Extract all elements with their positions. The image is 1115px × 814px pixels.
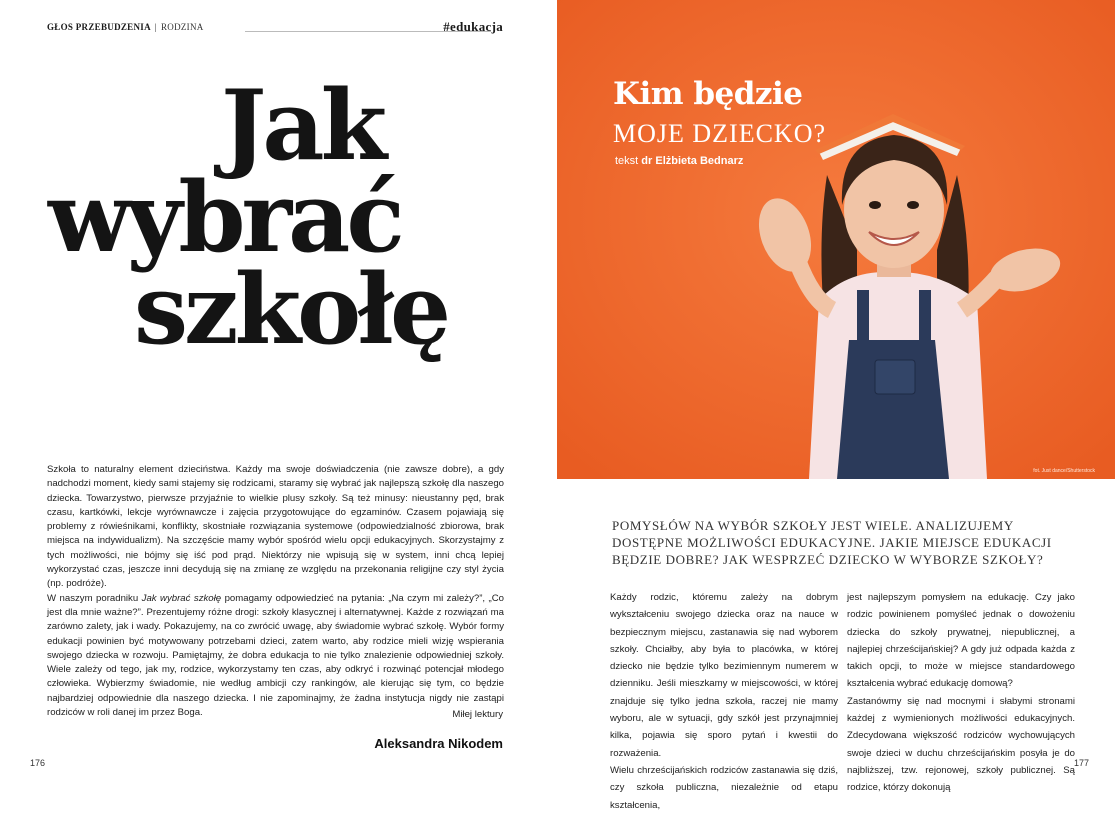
byline	[615, 155, 743, 167]
editor-name: Aleksandra Nikodem	[374, 736, 503, 751]
body-paragraph: Każdy rodzic, któremu zależy na dobrym wykształceniu swojego dziecka oraz na nauce w bezpiecznym miejscu, zastanawia się nad wyborem szkoły. Chciałby, aby była to placówka, w której dziecko nie będzie tylko bezimiennym numerem w dzienniku. Jeśli mieszkamy w miejscowości, w której znajduje się tylko jedna szkoła, raczej nie mamy wyboru, ale w sytuacji, gdy szkół jest przynajmniej kilka, pojawia się sporo pytań i kwestii do rozważenia.	[610, 592, 838, 759]
header-separator: |	[154, 22, 157, 32]
intro-p2-start: W naszym poradniku	[47, 592, 142, 604]
intro-paragraph-1: Szkoła to naturalny element dzieciństwa. Każdy ma swoje doświadczenia (nie zawsze dobre), a gdy nadchodzi moment, kiedy sami stajemy się rodzicami, staramy się wybrać jak najlepszą szkołę dla naszego dziecka. Towarzystwo, pierwsze przyjaźnie to wielkie plusy szkoły. Są też minusy: nieustanny pęd, brak czasu, kartkówki, lekcje wyrównawcze i zajęcia przygotowujące do egzaminów. Czasem pojawiają się problemy z rówieśnikami, konflikty, skostniałe rozwiązania systemowe (odpowiedzialność zbiorowa, brak miejsca na indywidualizm). Na szczęście mamy wybór spośród wielu opcji edukacyjnych. Skorzystajmy z tych możliwości, nie bójmy się iść pod prąd. Niektórzy nie wpisują się w system, inni chcą lepiej wykorzystać czas, jeszcze inni decydują się na zmianę ze względu na przekonania religijne czy styl życia (np. podróże).	[47, 464, 504, 590]
intro-p2-end: pomagamy odpowiedzieć na pytania: „Na czym mi zależy?”, „Co jest dla mnie ważne?”. Prezentujemy różne drogi: szkoły klasycznej i alternatywnej. Każde z rozwiązań ma zarówno zalety, jak i wady. Pokazujemy, na co zwrócić uwagę, aby świadomie wybrać szkołę. Wybór formy edukacji powinien być motywowany potrzebami dzieci, zatem warto, aby rodzice mieli wizję wspierania swojego dziecka w rozwoju. Pamiętajmy, że dobra edukacja to nie tylko znalezienie odpowiedniej szkoły. Wiele zależy od tego, jak my, rodzice, wykorzystamy ten czas, aby odkryć i rozwinąć potencjał młodego człowieka. Wybierzmy świadomie, nie według ambicji czy rankingów, ale kierując się tym, co będzie najbardziej odpowiednie dla naszego dziecka. I nie zapominajmy, że żadna instytucja nigdy nie zastąpi rodziców w roli danej im przez Boga.	[47, 592, 504, 719]
page-number-right: 177	[1073, 758, 1089, 768]
article-lead: POMYSŁÓW NA WYBÓR SZKOŁY JEST WIELE. ANALIZUJEMY DOSTĘPNE MOŻLIWOŚCI EDUKACYJNE. JAKIE MIEJSCE EDUKACJI BĘDZIE DOBRE? JAK WESPRZEĆ DZIECKO W WYBORZE SZKOŁY?	[612, 518, 1052, 567]
hero-subtitle: MOJE DZIECKO?	[613, 119, 827, 148]
byline-author: dr Elżbieta Bednarz	[641, 155, 744, 167]
right-page	[557, 0, 1115, 811]
body-paragraph: Zastanówmy się nad mocnymi i słabymi stronami każdej z wymienionych możliwości edukacyjnych. Zdecydowana większość rodziców wychowujących swoje dzieci w duchu chrześcijańskim posyła je do najbliższej, tzw. rejonowej, szkoły publicznej. Są rodzice, którzy dokonują	[847, 695, 1075, 794]
hero-photo	[557, 0, 1115, 479]
body-paragraph: Wielu chrześcijańskich rodziców zastanawia się dziś, czy szkoła publiczna, niezależnie od etapu kształcenia,	[610, 764, 838, 811]
body-paragraph: jest najlepszym pomysłem na edukację. Czy jako rodzic powinienem pomyśleć jednak o dowożeniu dziecka do szkoły prywatnej, niepublicznej, a najlepiej chrześcijańskiej? A gdy już odpada każda z takich opcji, to może w miejsce standardowego kształcenia wybrać edukację domową?	[847, 592, 1075, 690]
intro-text	[47, 463, 504, 720]
signoff: Miłej lektury	[452, 709, 503, 720]
page-number-left: 176	[30, 758, 46, 768]
title-line-2: wybrać	[48, 161, 401, 274]
hero-title: Kim będzie	[613, 76, 803, 112]
guide-title: Jak wybrać szkołę	[141, 592, 222, 604]
hashtag: #edukacja	[443, 19, 503, 34]
intro-paragraph-2	[47, 592, 504, 721]
byline-prefix: tekst	[615, 155, 642, 167]
photo-credit: fot. Just dance/Shutterstock	[1033, 468, 1095, 474]
body-column-2	[847, 589, 1075, 797]
section-name: RODZINA	[160, 22, 204, 32]
title-line-3: szkołę	[134, 253, 448, 366]
title-line-1: Jak	[221, 69, 384, 182]
left-page	[0, 0, 557, 800]
publication-name: GŁOS PRZEBUDZENIA	[47, 22, 151, 32]
girl-with-book-illustration	[557, 0, 1115, 479]
running-header	[47, 19, 503, 36]
body-column-1	[610, 589, 838, 814]
